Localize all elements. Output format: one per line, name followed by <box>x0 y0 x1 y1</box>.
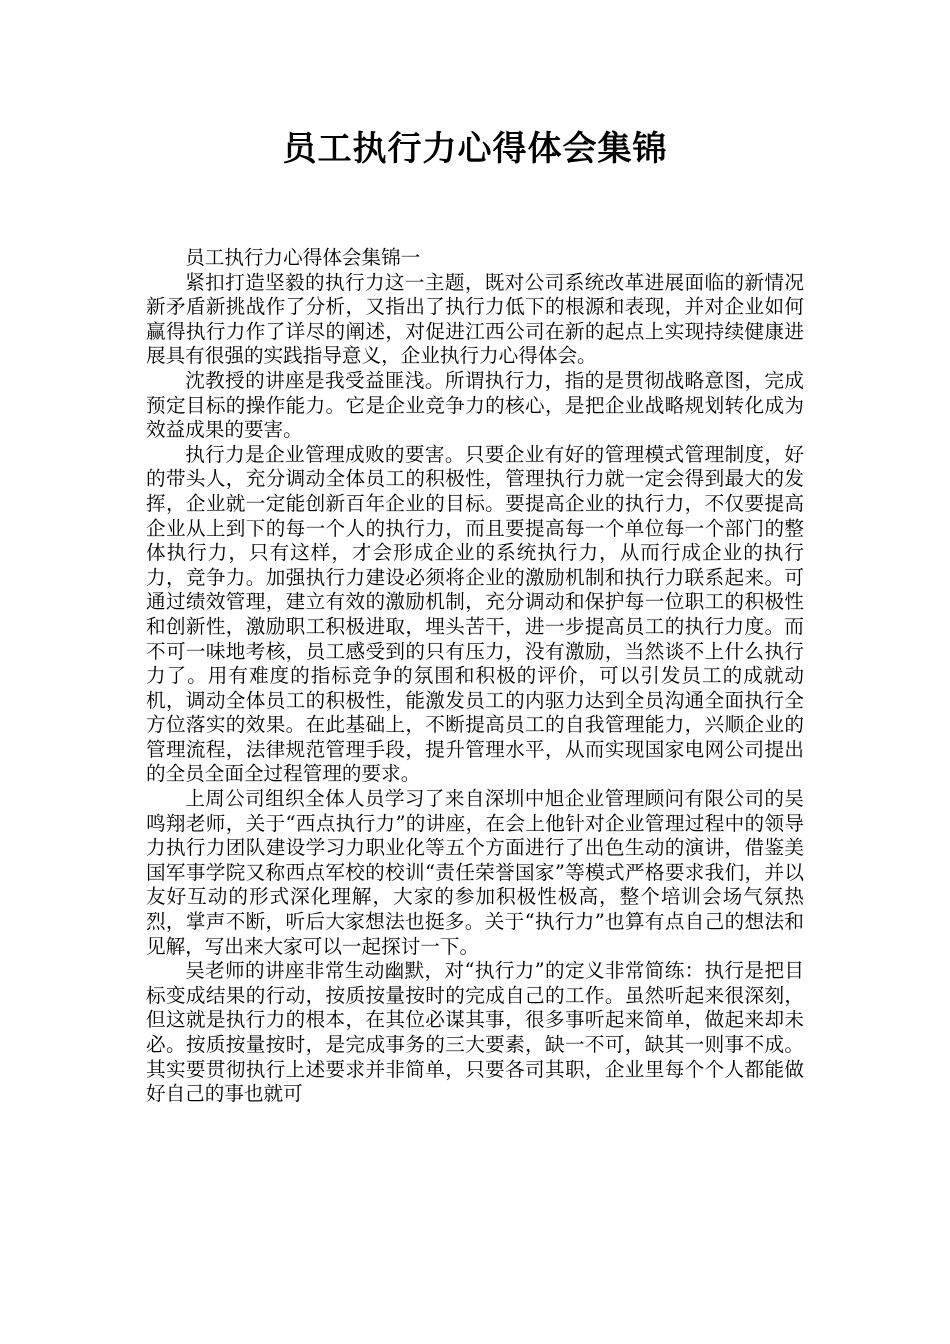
section-heading: 员工执行力心得体会集锦一 <box>185 246 421 269</box>
paragraph: 沈教授的讲座是我受益匪浅。所谓执行力，指的是贯彻战略意图，完成预定目标的操作能力。它是企业竞争力的核心，是把企业战略规划转化成为效益成果的要害。 <box>146 368 804 442</box>
paragraph: 紧扣打造坚毅的执行力这一主题，既对公司系统改革进展面临的新情况新矛盾新挑战作了分析，又指出了执行力低下的根源和表现，并对企业如何赢得执行力作了详尽的阐述，对促进江西公司在新的起点上实现持续健康进展具有很强的实践指导意义，企业执行力心得体会。 <box>146 270 804 368</box>
paragraph: 上周公司组织全体人员学习了来自深圳中旭企业管理顾问有限公司的吴鸣翔老师，关于“西点执行力”的讲座，在会上他针对企业管理过程中的领导力执行力团队建设学习力职业化等五个方面进行了出色生动的演讲，借鉴美国军事学院又称西点军校的校训“责任荣誉国家”等模式严格要求我们，并以友好互动的形式深化理解，大家的参加积极性极高，整个培训会场气氛热烈，掌声不断，听后大家想法也挺多。关于“执行力”也算有点自己的想法和见解，写出来大家可以一起探讨一下。 <box>146 787 804 958</box>
paragraph: 执行力是企业管理成败的要害。只要企业有好的管理模式管理制度，好的带头人，充分调动全体员工的积极性，管理执行力就一定会得到最大的发挥，企业就一定能创新百年企业的目标。要提高企业的执行力，不仅要提高企业从上到下的每一个人的执行力，而且要提高每一个单位每一个部门的整体执行力，只有这样，才会形成企业的系统执行力，从而行成企业的执行力，竞争力。加强执行力建设必须将企业的激励机制和执行力联系起来。可通过绩效管理，建立有效的激励机制，充分调动和保护每一位职工的积极性和创新性，激励职工积极进取，埋头苦干，进一步提高员工的执行力度。而不可一味地考核，员工感受到的只有压力，没有激励，当然谈不上什么执行力了。用有难度的指标竞争的氛围和积极的评价，可以引发员工的成就动机，调动全体员工的积极性，能激发员工的内驱力达到全员沟通全面执行全方位落实的效果。在此基础上，不断提高员工的自我管理能力，兴顺企业的管理流程，法律规范管理手段，提升管理水平，从而实现国家电网公司提出的全员全面全过程管理的要求。 <box>146 442 804 786</box>
document-title: 员工执行力心得体会集锦 <box>282 129 668 169</box>
document-body <box>146 246 804 1107</box>
paragraph: 吴老师的讲座非常生动幽默，对“执行力”的定义非常简练：执行是把目标变成结果的行动，按质按量按时的完成自己的工作。虽然听起来很深刻，但这就是执行力的根本，在其位必谋其事，很多事听起来简单，做起来却未必。按质按量按时，是完成事务的三大要素，缺一不可，缺其一则事不成。其实要贯彻执行上述要求并非简单，只要各司其职，企业里每个个人都能做好自己的事也就可 <box>146 959 804 1106</box>
